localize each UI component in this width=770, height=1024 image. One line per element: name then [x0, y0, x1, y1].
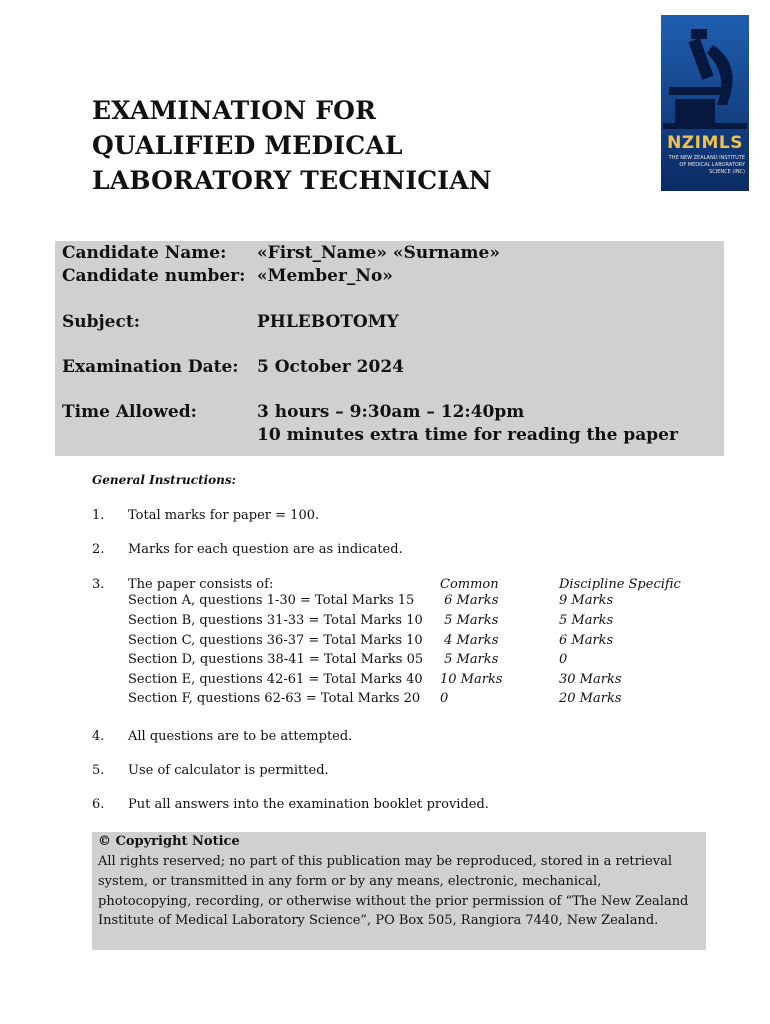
section-discipline: 0 — [559, 652, 568, 667]
section-desc: Section C, questions 36-37 = Total Marks 10 — [128, 633, 423, 648]
section-discipline: 6 Marks — [559, 633, 614, 648]
section-discipline: 9 Marks — [559, 593, 614, 608]
instruction-text: Total marks for paper = 100. — [128, 508, 320, 523]
time-allowed-value: 3 hours – 9:30am – 12:40pm — [257, 402, 525, 422]
exam-title-line: EXAMINATION FOR — [92, 96, 377, 125]
exam-date-value: 5 October 2024 — [257, 357, 404, 377]
section-desc: Section A, questions 1-30 = Total Marks 15 — [128, 593, 415, 608]
section-discipline: 5 Marks — [559, 613, 614, 628]
candidate-number-value: «Member_No» — [257, 266, 393, 286]
section-desc: Section B, questions 31-33 = Total Marks 10 — [128, 613, 423, 628]
section-common: 10 Marks — [440, 672, 503, 687]
common-column-header: Common — [440, 577, 499, 592]
section-discipline: 30 Marks — [559, 672, 622, 687]
candidate-info-box — [55, 241, 724, 456]
discipline-column-header: Discipline Specific — [559, 577, 681, 592]
time-allowed-label: Time Allowed: — [62, 402, 197, 422]
instruction-number: 1. — [92, 508, 105, 523]
instruction-number: 4. — [92, 729, 105, 744]
exam-title-line: QUALIFIED MEDICAL — [92, 131, 403, 160]
instruction-text: The paper consists of: — [128, 577, 274, 592]
instruction-number: 5. — [92, 763, 105, 778]
exam-title — [92, 93, 492, 198]
section-common: 6 Marks — [440, 593, 499, 608]
section-common: 5 Marks — [440, 613, 499, 628]
instruction-number: 6. — [92, 797, 105, 812]
copyright-body: All rights reserved; no part of this publication may be reproduced, stored in a retrieval system, or transmitted in any form or by any means, electronic, mechanical, photocopying, recording, or otherwise without the prior permission of “The New Zealand Institute of Medical Laboratory Science”, PO Box 505, Rangiora 7440, New Zealand. — [98, 854, 689, 929]
logo-wordmark: NZIMLS — [667, 133, 743, 153]
instruction-number: 2. — [92, 542, 105, 557]
section-desc: Section D, questions 38-41 = Total Marks 05 — [128, 652, 424, 667]
section-common: 0 — [440, 691, 449, 706]
instruction-text: Put all answers into the examination booklet provided. — [128, 797, 489, 812]
section-desc: Section F, questions 62-63 = Total Marks 20 — [128, 691, 421, 706]
section-desc: Section E, questions 42-61 = Total Marks 40 — [128, 672, 423, 687]
nzimls-logo — [661, 15, 749, 191]
instruction-text: Marks for each question are as indicated. — [128, 542, 403, 557]
instruction-text: All questions are to be attempted. — [128, 729, 353, 744]
section-common: 4 Marks — [440, 633, 499, 648]
candidate-name-label: Candidate Name: — [62, 243, 227, 263]
copyright-notice — [92, 832, 706, 950]
copyright-title: © Copyright Notice — [98, 834, 240, 849]
instructions-heading: General Instructions: — [92, 473, 237, 487]
instruction-number: 3. — [92, 577, 105, 592]
candidate-name-value: «First_Name» «Surname» — [257, 243, 500, 263]
exam-date-label: Examination Date: — [62, 357, 239, 377]
subject-label: Subject: — [62, 312, 140, 332]
logo-subtext: THE NEW ZEALAND INSTITUTE OF MEDICAL LABORATORY SCIENCE (INC) — [668, 155, 745, 175]
section-common: 5 Marks — [440, 652, 499, 667]
candidate-number-label: Candidate number: — [62, 266, 246, 286]
section-discipline: 20 Marks — [559, 691, 622, 706]
subject-value: PHLEBOTOMY — [257, 312, 399, 332]
exam-title-line: LABORATORY TECHNICIAN — [92, 166, 492, 195]
instruction-text: Use of calculator is permitted. — [128, 763, 329, 778]
reading-time-value: 10 minutes extra time for reading the paper — [257, 425, 678, 445]
